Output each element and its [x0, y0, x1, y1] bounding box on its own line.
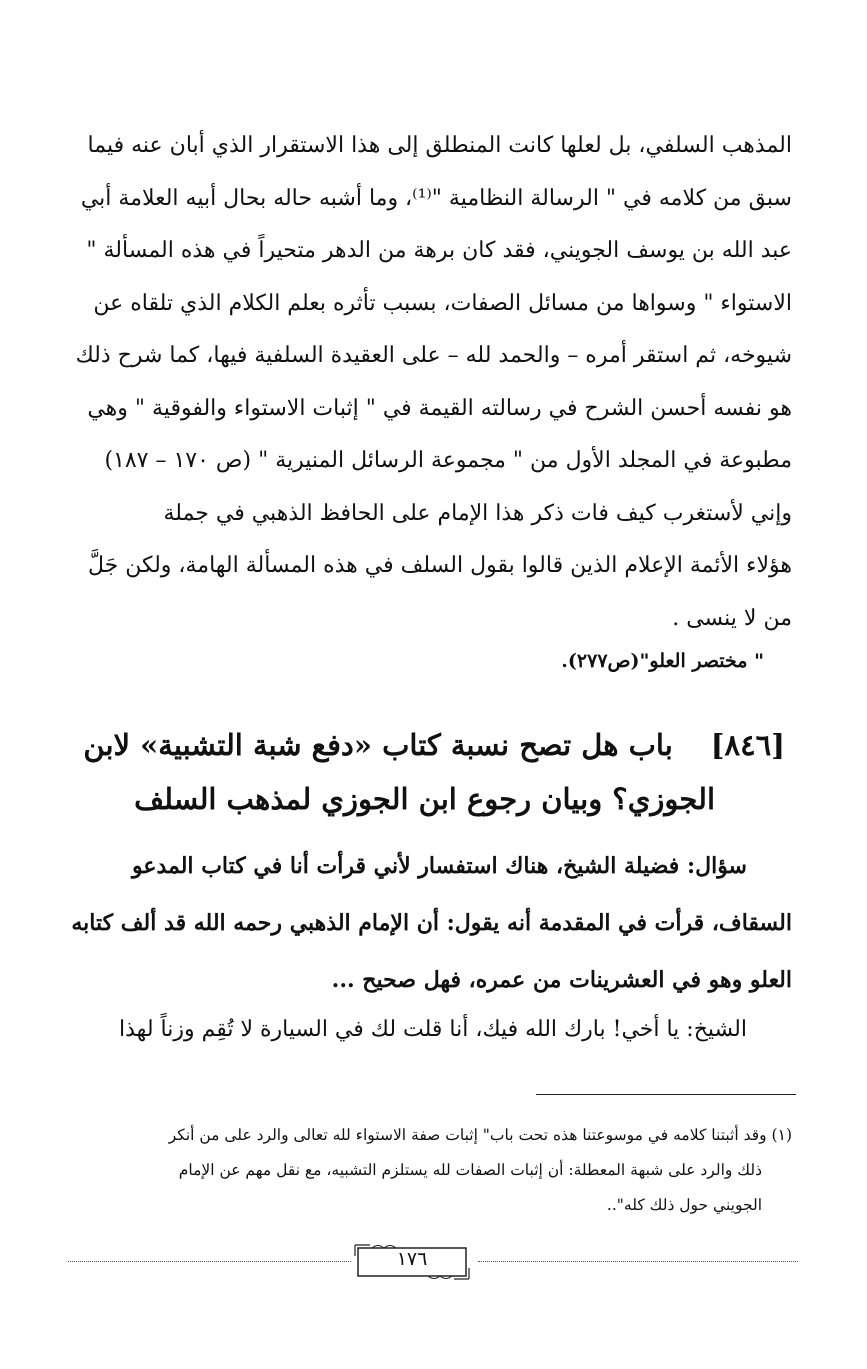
- section-number: [٨٤٦]: [710, 728, 785, 762]
- section-heading: [60, 718, 785, 826]
- question-line: سؤال: فضيلة الشيخ، هناك استفسار لأني قرأت أنا في كتاب المدعو: [131, 853, 747, 879]
- page-number: ١٧٦: [396, 1248, 428, 1270]
- body-line: من لا ينسى .: [672, 605, 792, 631]
- body-line: الاستواء " وسواها من مسائل الصفات، بسبب تأثره بعلم الكلام الذي تلقاه عن: [93, 290, 792, 316]
- body-line: سبق من كلامه في " الرسالة النظامية "⁽¹⁾، وما أشبه حاله بحال أبيه العلامة أبي: [80, 185, 792, 211]
- heading-line-1: [60, 718, 785, 772]
- footnote-line: (١) وقد أثبتنا كلامه في موسوعتنا هذه تحت باب" إثبات صفة الاستواء لله تعالى والرد على من أنكر: [168, 1126, 792, 1144]
- question-line: العلو وهو في العشرينات من عمره، فهل صحيح ...: [331, 967, 792, 993]
- body-line: وإني لأستغرب كيف فات ذكر هذا الإمام على الحافظ الذهبي في جملة: [163, 500, 792, 526]
- footnote: [48, 1118, 792, 1223]
- heading-line-2: الجوزي؟ وبيان رجوع ابن الجوزي لمذهب السلف: [134, 782, 715, 816]
- body-line: مطبوعة في المجلد الأول من " مجموعة الرسائل المنيرية " (ص ١٧٠ – ١٨٧): [104, 448, 792, 473]
- body-line: عبد الله بن يوسف الجويني، فقد كان برهة من الدهر متحيراً في هذه المسألة ": [86, 238, 792, 263]
- heading-title-part-1: باب هل تصح نسبة كتاب «دفع شبة التشبية» لابن: [83, 728, 673, 762]
- footer-dotted-rule-right: [478, 1261, 798, 1262]
- body-line: هو نفسه أحسن الشرح في رسالته القيمة في " إثبات الاستواء والفوقية " وهي: [87, 395, 792, 421]
- page-number-frame: [352, 1242, 472, 1282]
- footnote-line: ذلك والرد على شبهة المعطلة: أن إثبات الصفات لله يستلزم التشبيه، مع نقل مهم عن الإمام: [178, 1161, 762, 1179]
- answer-line: الشيخ: يا أخي! بارك الله فيك، أنا قلت لك في السيارة لا تُقِم وزناً لهذا: [119, 1017, 747, 1042]
- body-line: شيوخه، ثم استقر أمره – والحمد لله – على العقيدة السلفية فيها، كما شرح ذلك: [75, 343, 792, 368]
- footnote-separator: [536, 1094, 796, 1095]
- footer-dotted-rule-left: [68, 1261, 351, 1262]
- source-citation: " مختصر العلو"(ص٢٧٧).: [561, 650, 764, 672]
- answer-paragraph: [42, 1004, 792, 1061]
- question-paragraph: [42, 838, 792, 1009]
- body-line: هؤلاء الأئمة الإعلام الذين قالوا بقول السلف في هذه المسألة الهامة، ولكن جَلَّ: [87, 553, 792, 578]
- question-line: السقاف، قرأت في المقدمة أنه يقول: أن الإمام الذهبي رحمه الله قد ألف كتابه: [71, 910, 792, 936]
- body-paragraph: [42, 120, 792, 645]
- body-line: المذهب السلفي، بل لعلها كانت المنطلق إلى هذا الاستقرار الذي أبان عنه فيما: [87, 133, 792, 158]
- footnote-line: الجويني حول ذلك كله"..: [606, 1196, 762, 1214]
